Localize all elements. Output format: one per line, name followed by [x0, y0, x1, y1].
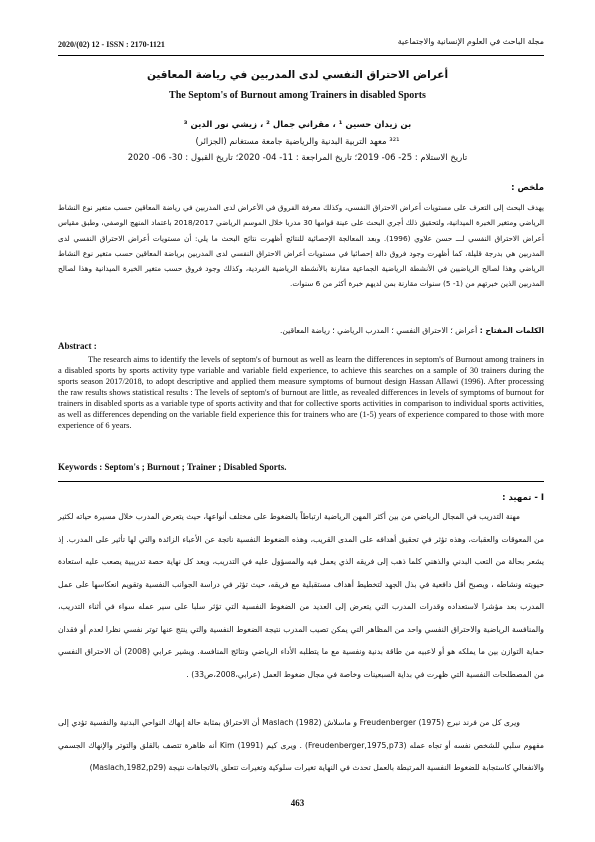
english-keywords-list: Septom's ; Burnout ; Trainer ; Disabled Sports. [102, 462, 287, 472]
authors: بن زيدان حسين ¹ ، مقراني جمال ² ، زيشي نور الدين ³ [183, 120, 412, 130]
english-keywords-label: Keywords : [58, 462, 103, 472]
english-title: The Septom's of Burnout among Trainers in disabled Sports [169, 90, 426, 101]
body-paragraph-1: مهنة التدريب في المجال الرياضي من بين أكثر المهن الرياضية ارتباطاً بالضغوط على مختلف أنواعها، حيث يتعرض المدرب خلال مسيرة حياته لكثير من المعوقات والعقبات، وهذه تؤثر في تحقيق أهدافه على المدى القريب، وهذه الضغوط النفسية ناتجة عن الأعباء الزائدة والتي لها تأثير على المدرب. إذ يشعر بحالة من التعب البدني والذهني كلما ذهب إلى فريقه الذي يعمل فيه والمسؤول عليه في التدريب، ويعد كل نهاية حصة تدريبية يصعب عليه استعادة حيويته ونشاطه ، ويصبح أقل دافعية في بذل الجهد لتخطيط أهداف مستقبلية مع فريقه، حيث تؤثر في دراسة الجوانب النفسية وتقويم انعكاسها على عمل المدرب بعد مؤشرا لاستعداده وقدرات المدرب التي يتعرض إلى العديد من الضغوط النفسية التي تؤثر سلبا على سير عمله سواء في أثناء التدريب، والمنافسة الرياضية والاحتراق النفسي واحد من المظاهر التي يمكن تصيب المدرب نتيجة الضغوط النفسية والتي ينتج عنها توتر نفسي نظرا لعدم أو فقدان حماية التوازن بين ما يملكه هو أو لاعبيه من طاقة بدنية ونفسية مع ما يتطلبه الأداء الرياضي ونتائج المنافسة. ويشير عرابي (2008) أن الاحتراق النفسي من المصطلحات النفسية التي ظهرت في بداية السبعينات وخاصة في مجال ضغوط العمل (عرابي،2008،ص33) . [58, 512, 545, 679]
issn-label: 2020/(02) 12 - ISSN : 2170-1121 [58, 40, 165, 49]
arabic-abstract-text: يهدف البحث إلى التعرف على مستويات أعراض الاحتراق النفسي، وكذلك معرفة الفروق في الأعراض لدى المدربين في رياضة المعاقين حسب متغير نوع النشاط الرياضي ومتغير الخبرة الميدانية، ولتحقيق ذلك أجري البحث على عينة قوامها 30 مدربا خلال الموسم الرياضي 2018/2017 باعتماد المنهج الوصفي، وطبق مقياس أعراض الاحتراق النفسي لـــ حسن علاوي (1996). وبعد المعالجة الإحصائية للنتائج أظهرت نتائج البحث ما يلي: أن مستويات أعراض الاحتراق النفسي لدى المدربين هي بدرجة قليلة، كما أظهرت وجود فروق دالة إحصائيا في مستويات أعراض الاحتراق النفسي لدى المدربين برياضة المعاقين حسب متغير نوع النشاط الرياضي وهذا لصالح الرياضيين في الأنشطة الرياضية الجماعية مقارنة بالأنشطة الرياضية الفردية، وكذلك وجود فروق حسب متغير الخبرة الميدانية وهذا لصالح المدربين الذين خبرتهم من (1- 5) سنوات مقارنة بمن لديهم خبرة أكثر من 6 سنوات. [58, 203, 544, 289]
page-number: 463 [290, 798, 305, 808]
affiliation: ³²¹ معهد التربية البدنية والرياضية جامعة مستغانم (الجزائر) [195, 137, 400, 147]
journal-name: مجلة الباحث في العلوم الإنسانية والاجتماعية [397, 37, 544, 46]
abstract-rule [58, 481, 544, 482]
english-abstract-label: Abstract : [58, 341, 97, 351]
submission-dates: تاريخ الاستلام : 25- 06- 2019؛ تاريخ المراجعة : 11- 04- 2020؛ تاريخ القبول : 30- 06- 2020 [127, 153, 468, 163]
body-paragraph-2: ويرى كل من فرند نبرج Freudenberger (1975) و ماسلاش Maslach (1982) أن الاحتراق بمثابة حالة إنهاك النواحي البدنية والنفسية تؤدي إلى مفهوم سلبي للشخص نفسه أو تجاه عمله (Freudenberger,1975,p73) . ويرى كيم Kim (1991) أنه ظاهرة تتصف بالقلق والتوتر والإنهاك الجسمي والانفعالي كاستجابة للضغوط النفسية المرتبطة بالعمل تحدث في النهاية تغيرات سلوكية وتغيرات تتعلق بالاتجاهات نتيجة (Maslach,1982,p29) [58, 718, 544, 772]
english-abstract-text: The research aims to identify the levels of septom's of burnout as well as learn the differences in septom's of Burnout among trainers in a disabled sports by sports activity type variable and variable field experience, to achieve this searches on a sample of 30 trainers during the sports season 2017/2018, to adopt descriptive and applied them measure symptoms of burnout design Hassan Allawi (1996). After processing the raw results shows statistical results : The levels of septom's of burnout are little, as revealed differences in levels of symptoms of burnout for trainers in disabled sports as a variable type of sports activity and that for collective sports activities in comparison to individual sports activities, as well as differences depending on the variable field experience this for trainers who are (1-5) years of experience compared to those with more experience of 6 years. [58, 355, 544, 430]
arabic-title: أعراض الاحتراق النفسي لدى المدربين في رياضة المعاقين [146, 69, 449, 81]
header-rule [58, 55, 544, 56]
arabic-keywords-label: الكلمات المفتاح : [479, 326, 544, 335]
arabic-keywords-list: أعراض ؛ الاحتراق النفسي ؛ المدرب الرياضي ؛ رياضة المعاقين. [279, 326, 480, 335]
arabic-keywords [58, 326, 544, 335]
arabic-abstract-label: ملخص : [511, 183, 544, 193]
english-keywords [58, 462, 544, 472]
section-title: I - تمهيد : [502, 493, 544, 503]
running-header [58, 37, 544, 55]
